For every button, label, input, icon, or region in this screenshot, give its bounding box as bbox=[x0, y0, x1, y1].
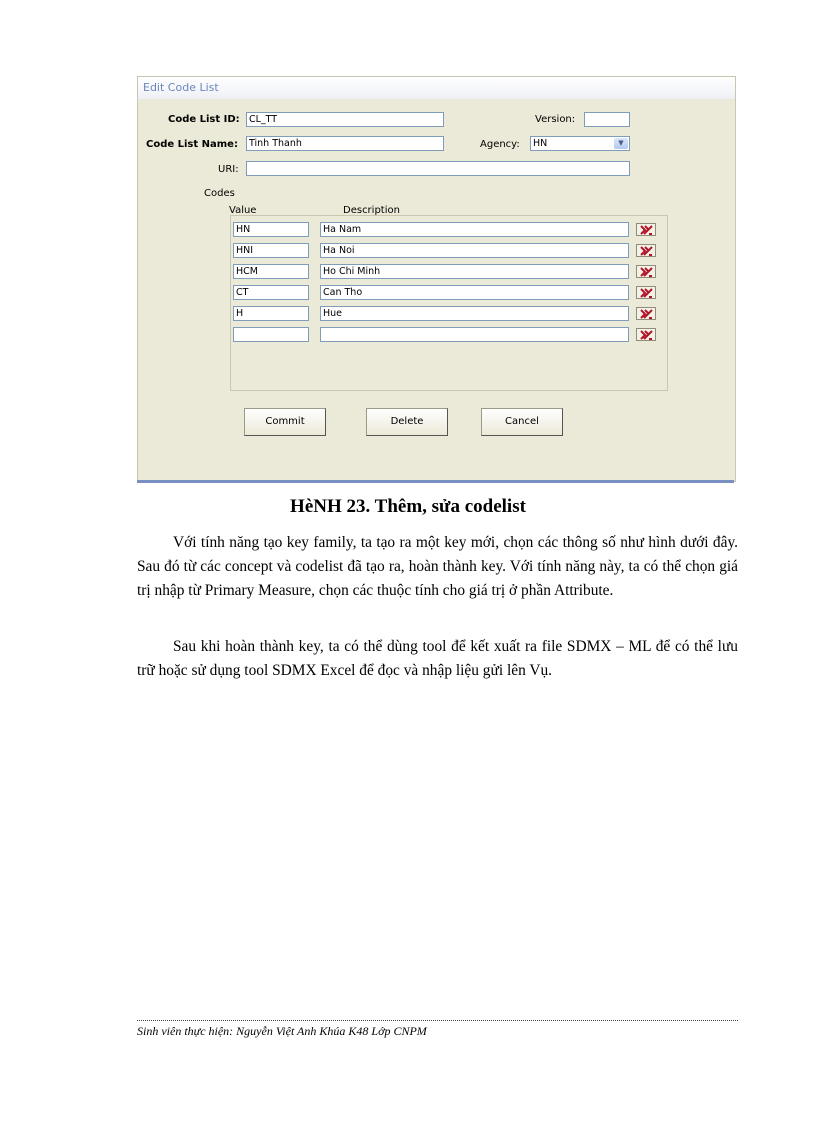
delete-row-icon bbox=[640, 267, 653, 277]
code-value-input[interactable] bbox=[233, 327, 309, 342]
dialog-bottom-border bbox=[137, 480, 734, 483]
description-column-header: Description bbox=[343, 205, 400, 216]
agency-label: Agency: bbox=[480, 139, 520, 150]
code-list-name-label: Code List Name: bbox=[146, 139, 238, 150]
delete-row-button[interactable] bbox=[636, 286, 656, 299]
dialog-title: Edit Code List bbox=[138, 77, 735, 99]
code-value-input[interactable]: CT bbox=[233, 285, 309, 300]
delete-row-button[interactable] bbox=[636, 307, 656, 320]
delete-row-icon bbox=[640, 309, 653, 319]
code-list-name-input[interactable]: Tinh Thanh bbox=[246, 136, 444, 151]
code-description-input[interactable]: Ha Nam bbox=[320, 222, 629, 237]
code-value-input[interactable]: HCM bbox=[233, 264, 309, 279]
agency-select[interactable] bbox=[530, 136, 630, 151]
page-footer: Sinh viên thực hiện: Nguyễn Việt Anh Khúa K48 Lớp CNPM bbox=[137, 1024, 427, 1038]
delete-row-icon bbox=[640, 225, 653, 235]
code-description-input[interactable] bbox=[320, 327, 629, 342]
codes-panel bbox=[230, 215, 668, 391]
uri-input[interactable] bbox=[246, 161, 630, 176]
version-label: Version: bbox=[535, 114, 576, 125]
delete-row-button[interactable] bbox=[636, 328, 656, 341]
commit-button[interactable]: Commit bbox=[244, 408, 326, 436]
delete-row-button[interactable] bbox=[636, 265, 656, 278]
delete-button[interactable]: Delete bbox=[366, 408, 448, 436]
code-value-input[interactable]: H bbox=[233, 306, 309, 321]
code-value-input[interactable]: HN bbox=[233, 222, 309, 237]
body-paragraph: Với tính năng tạo key family, ta tạo ra một key mới, chọn các thông số như hình dưới đây. Sau đó từ các concept và codelist đã tạo ra, hoàn thành key. Với tính năng này, ta có thể chọn giá trị nhập từ Primary Measure, chọn các thuộc tính cho giá trị ở phần Attribute. bbox=[137, 534, 738, 599]
cancel-button[interactable]: Cancel bbox=[481, 408, 563, 436]
body-paragraph: Sau khi hoàn thành key, ta có thể dùng tool để kết xuất ra file SDMX – ML để có thể lưu trữ hoặc sử dụng tool SDMX Excel để đọc và nhập liệu gửi lên Vụ. bbox=[137, 638, 738, 679]
code-description-input[interactable]: Can Tho bbox=[320, 285, 629, 300]
version-input[interactable] bbox=[584, 112, 630, 127]
agency-select-value: HN bbox=[533, 138, 548, 149]
edit-code-list-dialog bbox=[137, 76, 736, 482]
codes-label: Codes bbox=[204, 188, 235, 199]
code-description-input[interactable]: Ho Chi Minh bbox=[320, 264, 629, 279]
delete-row-icon bbox=[640, 330, 653, 340]
code-description-input[interactable]: Ha Noi bbox=[320, 243, 629, 258]
delete-row-button[interactable] bbox=[636, 244, 656, 257]
code-list-id-label: Code List ID: bbox=[168, 114, 240, 125]
uri-label: URI: bbox=[218, 164, 239, 175]
chevron-down-icon[interactable]: ▼ bbox=[614, 138, 628, 149]
value-column-header: Value bbox=[229, 205, 257, 216]
delete-row-icon bbox=[640, 288, 653, 298]
delete-row-button[interactable] bbox=[636, 223, 656, 236]
figure-caption: HèNH 23. Thêm, sửa codelist bbox=[290, 496, 526, 517]
code-value-input[interactable]: HNI bbox=[233, 243, 309, 258]
code-description-input[interactable]: Hue bbox=[320, 306, 629, 321]
delete-row-icon bbox=[640, 246, 653, 256]
code-list-id-input[interactable]: CL_TT bbox=[246, 112, 444, 127]
footer-divider bbox=[137, 1020, 738, 1021]
